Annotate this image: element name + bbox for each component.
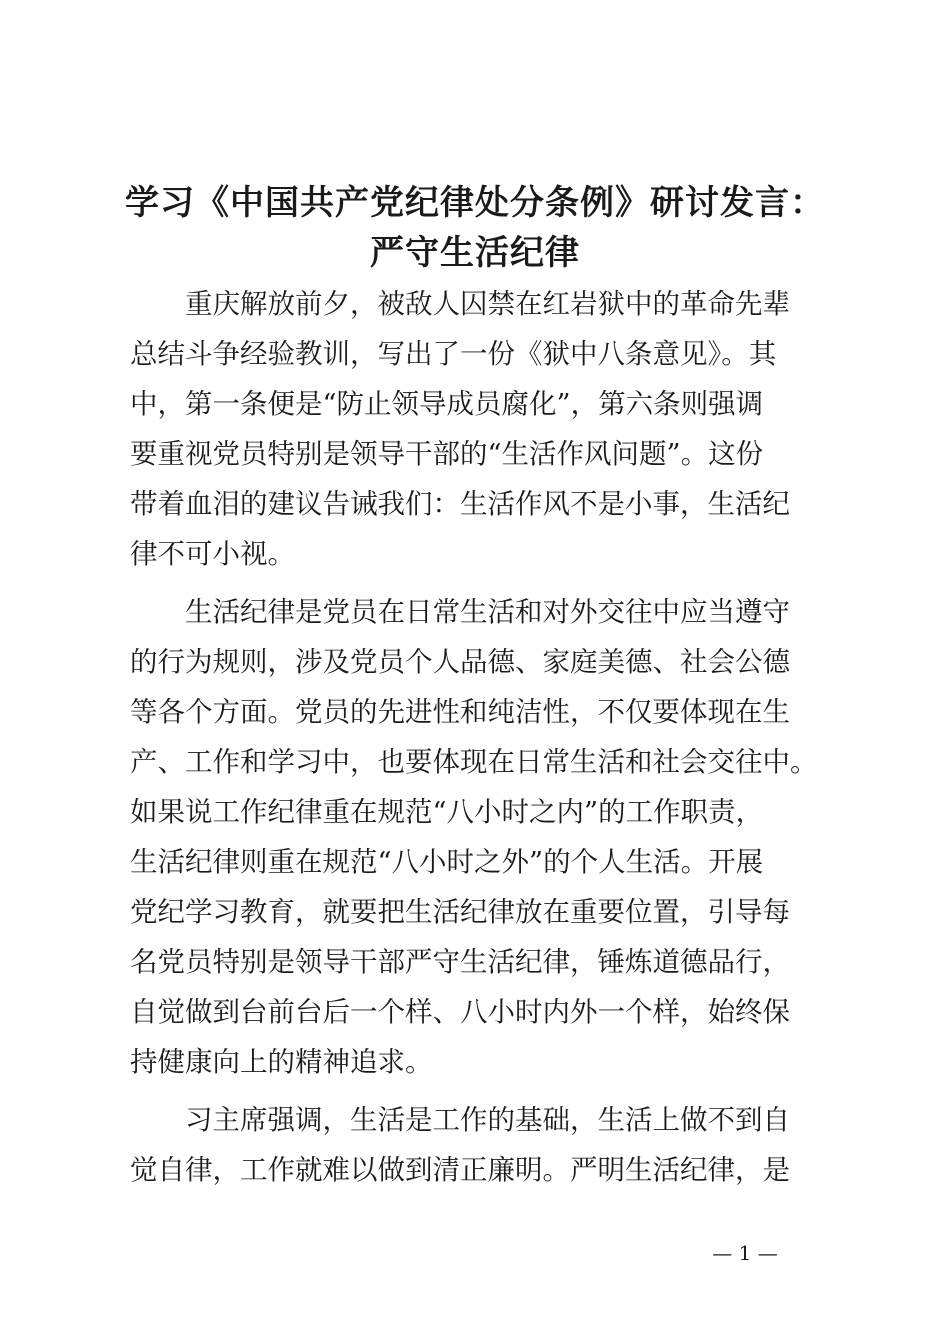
paragraph-2 — [130, 587, 860, 1087]
paragraph-line: 中，第一条便是“防止领导成员腐化”，第六条则强调 — [130, 388, 764, 420]
paragraph-line: 持健康向上的精神追求。 — [130, 1046, 433, 1078]
paragraph-line: 等各个方面。党员的先进性和纯洁性，不仅要体现在生 — [130, 696, 790, 728]
paragraph-line: 要重视党员特别是领导干部的“生活作风问题”。这份 — [130, 438, 764, 470]
paragraph-line: 产、工作和学习中，也要体现在日常生活和社会交往中。 — [130, 746, 818, 778]
paragraph-line: 自觉做到台前台后一个样、八小时内外一个样，始终保 — [130, 996, 790, 1028]
title-line-2: 严守生活纪律 — [370, 233, 580, 273]
page-number: — 1 — — [712, 1241, 778, 1265]
document-body — [130, 279, 860, 1195]
paragraph-line: 名党员特别是领导干部严守生活纪律，锤炼道德品行， — [130, 946, 790, 978]
paragraph-line: 的行为规则，涉及党员个人品德、家庭美德、社会公德 — [130, 646, 790, 678]
paragraph-line: 如果说工作纪律重在规范“八小时之内”的工作职责， — [130, 796, 764, 828]
paragraph-line: 生活纪律则重在规范“八小时之外”的个人生活。开展 — [130, 846, 764, 878]
paragraph-line: 重庆解放前夕，被敌人囚禁在红岩狱中的革命先辈 — [185, 288, 790, 320]
paragraph-line: 觉自律，工作就难以做到清正廉明。严明生活纪律，是 — [130, 1154, 790, 1186]
paragraph-line: 总结斗争经验教训，写出了一份《狱中八条意见》。其 — [130, 338, 777, 370]
title-line-1: 学习《中国共产党纪律处分条例》研讨发言： — [125, 183, 825, 223]
paragraph-line: 生活纪律是党员在日常生活和对外交往中应当遵守 — [185, 596, 790, 628]
paragraph-1 — [130, 279, 860, 579]
paragraph-line: 带着血泪的建议告诫我们：生活作风不是小事，生活纪 — [130, 488, 790, 520]
paragraph-3 — [130, 1095, 860, 1195]
paragraph-line: 党纪学习教育，就要把生活纪律放在重要位置，引导每 — [130, 896, 790, 928]
paragraph-line: 律不可小视。 — [130, 538, 295, 570]
paragraph-line: 习主席强调，生活是工作的基础，生活上做不到自 — [185, 1104, 790, 1136]
document-title — [100, 178, 850, 278]
